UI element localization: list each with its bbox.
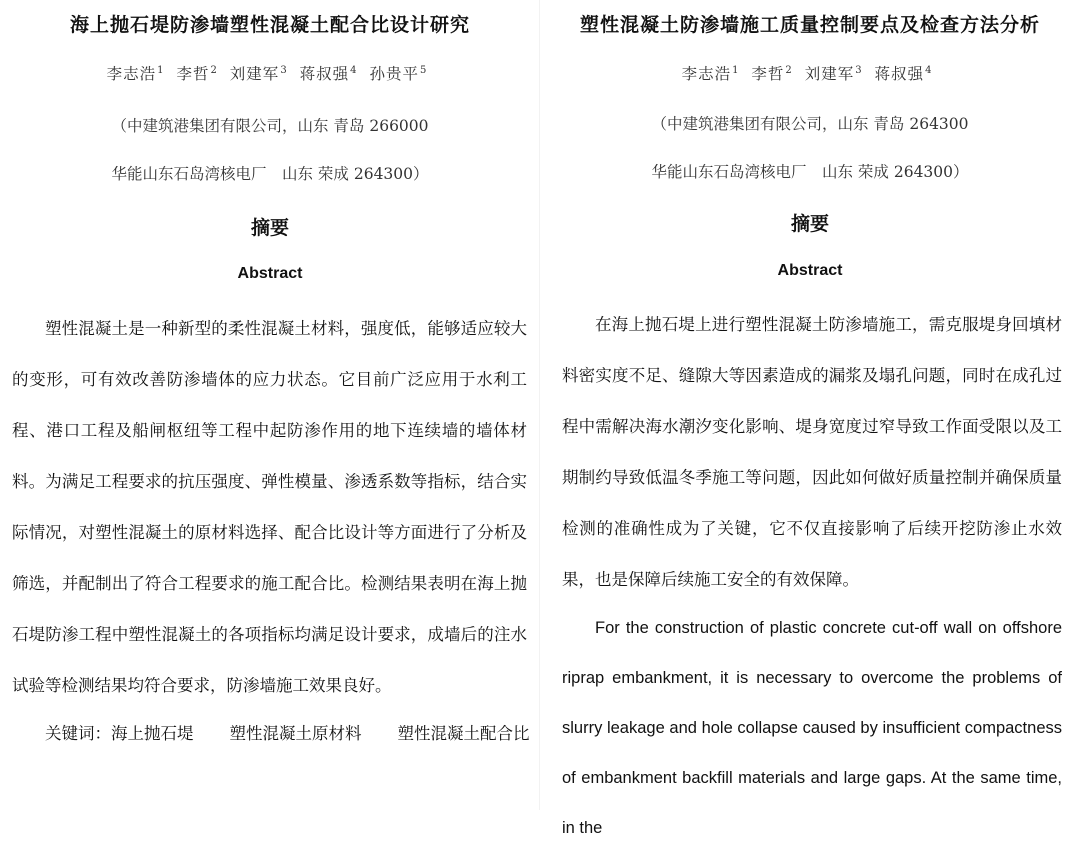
author-name: 刘建军: [229, 65, 280, 83]
left-paper: [0, 0, 540, 810]
author-affiliation-mark: 3: [280, 64, 288, 76]
author-name: 蒋叔强: [299, 65, 350, 83]
author-affiliation-mark: 2: [210, 64, 218, 76]
author-name: 孙贵平: [369, 65, 419, 83]
keywords-line: [12, 708, 532, 759]
author-name: 李志浩: [106, 65, 157, 83]
affiliation-line-2: 华能山东石岛湾核电厂 山东 荣成 264300）: [111, 165, 429, 183]
affiliation-line-2: 华能山东石岛湾核电厂 山东 荣成 264300）: [651, 163, 969, 181]
keyword: 塑性混凝土配合比: [397, 724, 530, 743]
keyword: 海上抛石堤: [111, 724, 194, 743]
abstract-heading-en: Abstract: [237, 265, 303, 282]
author-name: 李志浩: [681, 65, 732, 83]
abstract-heading-cn: 摘要: [790, 213, 829, 235]
author-affiliation-mark: 4: [925, 64, 933, 76]
abstract-heading-cn: 摘要: [250, 217, 289, 239]
keywords-label: 关键词：: [45, 724, 111, 743]
author-list: [540, 62, 1080, 84]
abstract-body-english: For the construction of plastic concrete cut-off wall on offshore riprap embankment, it is necessary to overcome the problems of slurry leakage and hole collapse caused by insufficient compactness of embankment backfill materials and large gaps. At the same time, in the: [562, 619, 1062, 837]
affiliation-line-1: （中建筑港集团有限公司，山东 青岛 266000: [111, 117, 429, 135]
author-affiliation-mark: 2: [785, 64, 793, 76]
author-name: 李哲: [751, 65, 785, 83]
abstract-body: 在海上抛石堤上进行塑性混凝土防渗墙施工，需克服堤身回填材料密实度不足、缝隙大等因素造成的漏浆及塌孔问题，同时在成孔过程中需解决海水潮汐变化影响、堤身宽度过窄导致工作面受限以及工期制约导致低温冬季施工等问题，因此如何做好质量控制并确保质量检测的准确性成为了关键，它不仅直接影响了后续开挖防渗止水效果，也是保障后续施工安全的有效保障。: [562, 315, 1062, 589]
author-name: 李哲: [176, 65, 210, 83]
abstract-body: 塑性混凝土是一种新型的柔性混凝土材料，强度低，能够适应较大的变形，可有效改善防渗墙体的应力状态。它目前广泛应用于水利工程、港口工程及船闸枢纽等工程中起防渗作用的地下连续墙的墙体材料。为满足工程要求的抗压强度、弹性模量、渗透系数等指标，结合实际情况，对塑性混凝土的原材料选择、配合比设计等方面进行了分析及筛选，并配制出了符合工程要求的施工配合比。检测结果表明在海上抛石堤防渗工程中塑性混凝土的各项指标均满足设计要求，成墙后的注水试验等检测结果均符合要求，防渗墙施工效果良好。: [12, 319, 527, 695]
paper-title: 塑性混凝土防渗墙施工质量控制要点及检查方法分析: [579, 14, 1040, 36]
author-affiliation-mark: 3: [855, 64, 863, 76]
author-affiliation-mark: 4: [350, 64, 358, 76]
author-affiliation-mark: 1: [157, 64, 165, 76]
author-affiliation-mark: 1: [732, 64, 740, 76]
author-name: 蒋叔强: [874, 65, 925, 83]
author-name: 刘建军: [804, 65, 855, 83]
affiliation-line-1: （中建筑港集团有限公司，山东 青岛 264300: [651, 115, 969, 133]
paper-title: 海上抛石堤防渗墙塑性混凝土配合比设计研究: [69, 14, 470, 36]
author-affiliation-mark: 5: [419, 64, 428, 76]
right-paper: [540, 0, 1080, 837]
keyword: 塑性混凝土原材料: [229, 724, 362, 743]
abstract-heading-en: Abstract: [777, 262, 843, 279]
author-list: [0, 62, 540, 84]
